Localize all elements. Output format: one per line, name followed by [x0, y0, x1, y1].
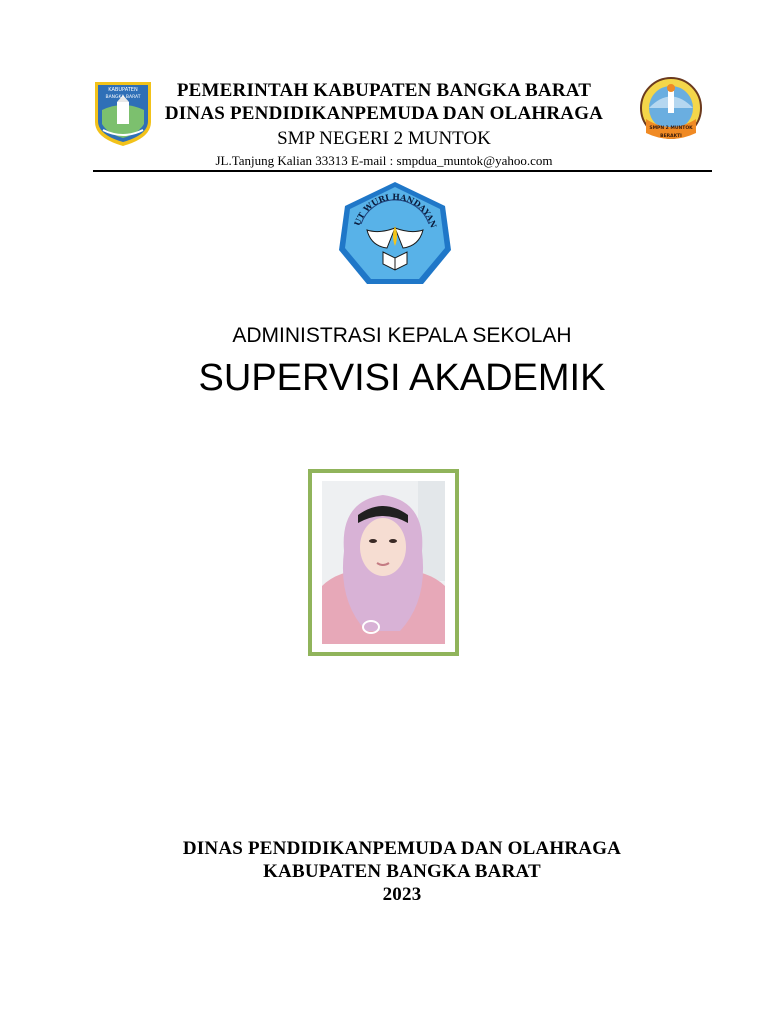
logo-motto-text: UT WURI HANDAYAN: [351, 191, 439, 230]
footer-regency: KABUPATEN BANGKA BARAT: [263, 861, 541, 882]
header-divider: [93, 170, 712, 172]
emblem-sub-text: BANGKA BARAT: [105, 95, 141, 100]
portrait-photo-frame: [308, 469, 459, 656]
tut-wuri-handayani-logo: [337, 180, 453, 290]
header-department: DINAS PENDIDIKANPEMUDA DAN OLAHRAGA: [164, 103, 604, 124]
document-title: SUPERVISI AKADEMIK: [198, 357, 606, 399]
footer-year: 2023: [382, 884, 422, 905]
school-emblem-text-2: BERAKTI: [660, 134, 682, 139]
header-government: PEMERINTAH KABUPATEN BANGKA BARAT: [176, 80, 592, 101]
header-school-name: SMP NEGERI 2 MUNTOK: [277, 128, 491, 149]
header-address: JL.Tanjung Kalian 33313 E-mail : smpdua_muntok@yahoo.com: [215, 153, 553, 168]
document-subtitle: ADMINISTRASI KEPALA SEKOLAH: [232, 324, 572, 347]
portrait-photo: [322, 481, 445, 644]
school-emblem-text-1: SMPN 2 MUNTOK: [649, 126, 693, 131]
footer-department: DINAS PENDIDIKANPEMUDA DAN OLAHRAGA: [182, 838, 622, 859]
emblem-top-text: KABUPATEN: [108, 87, 138, 93]
